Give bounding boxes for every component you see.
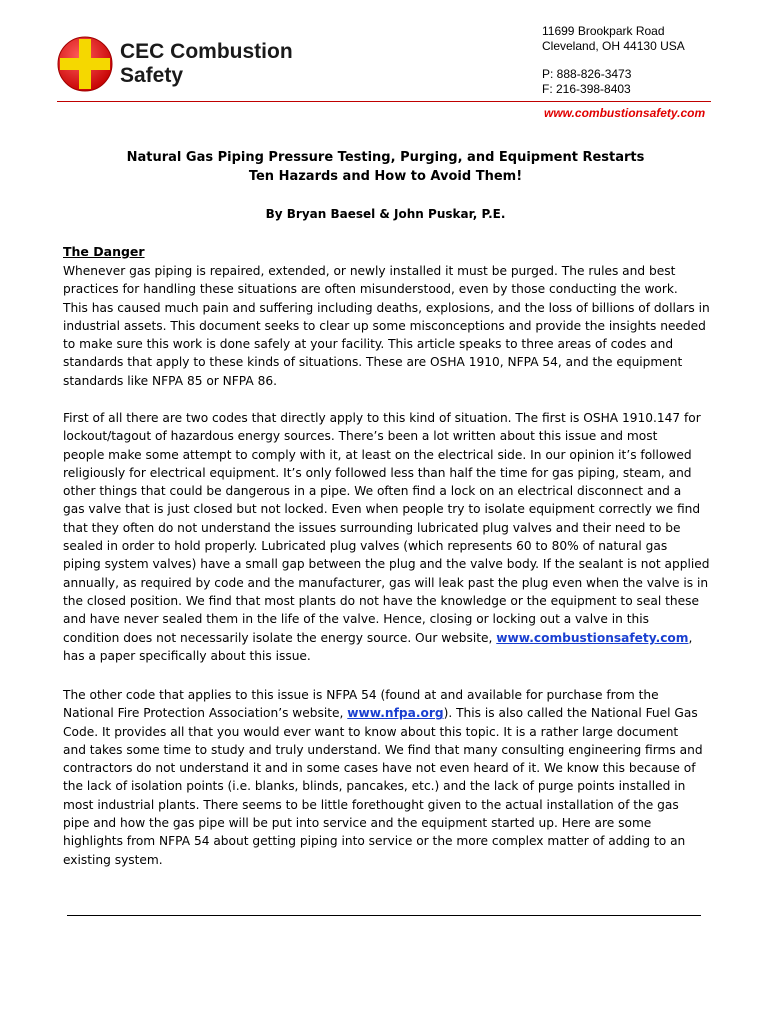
title-line2: Ten Hazards and How to Avoid Them! xyxy=(248,169,523,184)
footer-rule xyxy=(67,915,701,916)
cec-logo-icon xyxy=(57,36,113,92)
text-line: Whenever gas piping is repaired, extended, or newly installed it must be purged. The rules and best xyxy=(63,264,676,278)
fax: F: 216-398-8403 xyxy=(542,82,631,96)
paragraph-1 xyxy=(63,262,713,390)
text-line: and takes some time to study and truly understand. We find that many consulting engineering firms and xyxy=(63,742,703,757)
company-name xyxy=(120,40,293,88)
text-line: pipe and how the gas pipe will be put into service and the equipment started up. Here are some xyxy=(63,816,652,831)
text-line: annually, as required by code and the manufacturer, gas will leak past the plug even when the valve is in xyxy=(63,575,709,590)
text-line: other things that could be dangerous in a pipe. We often find a lock on an electrical disconnect and a xyxy=(63,484,682,499)
phone: P: 888-826-3473 xyxy=(542,67,632,81)
company-name-line1: CEC Combustion xyxy=(120,40,293,63)
text-line: piping system valves) have a small gap between the plug and the valve body. If the sealant is not applied xyxy=(63,557,710,572)
text-line: people make some attempt to comply with it, at least on the electrical side. In our opinion it’s followed xyxy=(63,447,692,462)
text-line: Code. It provides all that you would ever want to know about this topic. It is a rather large document xyxy=(63,724,679,739)
text-line: This has caused much pain and suffering including deaths, explosions, and the loss of billions of dollars in xyxy=(63,300,710,315)
text-line: standards that apply to these kinds of situations. These are OSHA 1910, NFPA 54, and the equipment xyxy=(63,355,683,370)
nfpa-link[interactable]: www.nfpa.org xyxy=(347,706,444,721)
document-title xyxy=(63,148,708,186)
address-line2: Cleveland, OH 44130 USA xyxy=(542,39,685,53)
text-line: First of all there are two codes that directly apply to this kind of situation. The first is OSHA 1910.147 for xyxy=(63,411,701,425)
text-line: religiously for electrical equipment. It’s only followed less than half the time for gas piping, steam, and xyxy=(63,465,692,480)
text-line: most industrial plants. There seems to be little forethought given to the actual installation of the gas xyxy=(63,797,679,812)
text-line: The other code that applies to this issue is NFPA 54 (found at and available for purchase from the xyxy=(63,688,659,702)
text-line: that they often do not understand the issues surrounding lubricated plug valves and their need to be xyxy=(63,520,681,535)
link-suffix: ). This is also called the National Fuel Gas xyxy=(443,706,698,721)
header-rule xyxy=(57,101,711,102)
text-line: the closed position. We find that most plants do not have the knowledge or the equipment to seal these xyxy=(63,593,699,608)
text-line: has a paper specifically about this issue. xyxy=(63,648,311,663)
text-line: standards like NFPA 85 or NFPA 86. xyxy=(63,373,277,388)
text-line: to make sure this work is done safely at your facility. This article speaks to three areas of codes and xyxy=(63,337,674,352)
text-line: sealed in order to hold properly. Lubricated plug valves (which represents 60 to 80% of natural gas xyxy=(63,539,668,554)
text-line: highlights from NFPA 54 about getting piping into service or the more complex matter of adding to an xyxy=(63,834,686,849)
text-line: practices for handling these situations are often misunderstood, even by those conducting the work. xyxy=(63,282,678,297)
link-suffix: , xyxy=(688,630,693,645)
combustionsafety-link[interactable]: www.combustionsafety.com xyxy=(496,630,689,645)
contact-block xyxy=(542,24,685,97)
text-line: contractors do not understand it and in some cases have not even heard of it. We know this because of xyxy=(63,761,696,776)
section-heading: The Danger xyxy=(63,244,145,259)
text-line: gas valve that is just closed but not locked. Even when people try to isolate equipment correctly we find xyxy=(63,502,701,517)
text-line: and have never sealed them in the life of the valve. Hence, closing or locking out a valve in this xyxy=(63,612,649,627)
title-line1: Natural Gas Piping Pressure Testing, Purging, and Equipment Restarts xyxy=(126,150,645,165)
text-line: the lack of isolation points (i.e. blanks, blinds, pancakes, etc.) and the lack of purge points installed in xyxy=(63,779,686,794)
paragraph-2 xyxy=(63,409,713,665)
address-line1: 11699 Brookpark Road xyxy=(542,24,665,38)
text-line: existing system. xyxy=(63,852,163,867)
byline: By Bryan Baesel & John Puskar, P.E. xyxy=(265,207,506,221)
link-prefix: condition does not necessarily isolate the energy source. Our website, xyxy=(63,630,497,645)
paragraph-3 xyxy=(63,686,713,869)
company-name-line2: Safety xyxy=(120,64,184,87)
text-line-with-link xyxy=(63,629,713,647)
link-prefix: National Fire Protection Association’s website, xyxy=(63,706,348,721)
text-line: industrial assets. This document seeks to clear up some misconceptions and provide the insights needed xyxy=(63,318,706,333)
website-link[interactable]: www.combustionsafety.com xyxy=(544,106,706,120)
text-line: lockout/tagout of hazardous energy sources. There’s been a lot written about this issue and most xyxy=(63,429,658,444)
text-line-with-link xyxy=(63,704,713,722)
